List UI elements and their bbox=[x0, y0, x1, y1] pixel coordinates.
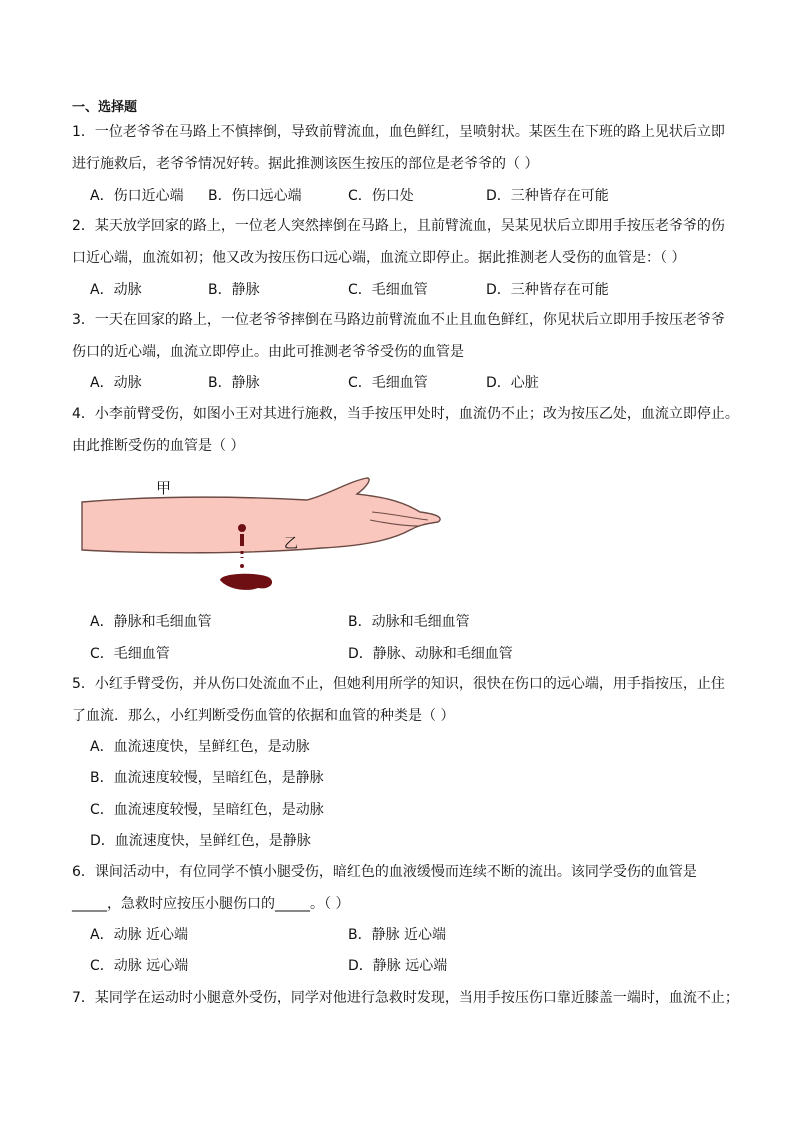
forearm-shape bbox=[82, 478, 440, 553]
question-6-line-1: 6．课间活动中，有位同学不慎小腿受伤，暗红色的血液缓慢而连续不断的流出。该同学受伤的血管是 bbox=[72, 864, 697, 880]
question-7-line-1: 7．某同学在运动时小腿意外受伤，同学对他进行急救时发现，当用手按压伤口靠近膝盖一端时，血流不止； bbox=[72, 990, 739, 1006]
question-2-line-1: 2．某天放学回家的路上，一位老人突然摔倒在马路上，且前臂流血，吴某见状后立即用手按压老爷爷的伤 bbox=[72, 218, 725, 234]
blood-pool bbox=[220, 574, 272, 590]
question-5-line-2: 了血流．那么，小红判断受伤血管的依据和血管的种类是（ ） bbox=[72, 708, 455, 724]
question-5-option-a: A．血流速度快，呈鲜红色，是动脉 bbox=[90, 739, 310, 755]
question-3-option-d: D．心脏 bbox=[486, 375, 539, 391]
question-3-line-2: 伤口的近心端，血流立即停止。由此可推测老爷爷受伤的血管是 bbox=[72, 344, 464, 360]
forearm-bleeding-figure bbox=[72, 476, 452, 600]
question-3-option-b: B．静脉 bbox=[208, 375, 260, 391]
figure-label-yi: 乙 bbox=[284, 536, 298, 552]
question-6-option-a: A．动脉 近心端 bbox=[90, 927, 189, 943]
question-6-option-d: D．静脉 远心端 bbox=[348, 958, 448, 974]
question-4-line-1: 4．小李前臂受伤，如图小王对其进行施救，当手按压甲处时，血流仍不止；改为按压乙处，血流立即停止。 bbox=[72, 406, 739, 422]
question-1-line-1: 1．一位老爷爷在马路上不慎摔倒，导致前臂流血，血色鲜红，呈喷射状。某医生在下班的路上见状后立即 bbox=[72, 124, 725, 140]
question-3-option-a: A．动脉 bbox=[90, 375, 142, 391]
question-5-line-1: 5．小红手臂受伤，并从伤口处流血不止，但她利用所学的知识，很快在伤口的远心端，用手指按压，止住 bbox=[72, 676, 725, 692]
figure-label-jia: 甲 bbox=[156, 479, 172, 497]
question-2-option-a: A．动脉 bbox=[90, 282, 142, 298]
wound-mark bbox=[238, 524, 246, 532]
question-5-option-d: D．血流速度快，呈鲜红色，是静脉 bbox=[90, 833, 311, 849]
question-5-option-b: B．血流速度较慢，呈暗红色，是静脉 bbox=[90, 770, 324, 786]
question-1-option-c: C．伤口处 bbox=[348, 188, 414, 204]
question-6-option-c: C．动脉 远心端 bbox=[90, 958, 189, 974]
question-4-option-c: C．毛细血管 bbox=[90, 646, 170, 662]
blood-drop bbox=[240, 564, 244, 568]
question-6-option-b: B．静脉 近心端 bbox=[348, 927, 447, 943]
question-4-line-2: 由此推断受伤的血管是（ ） bbox=[72, 438, 245, 454]
question-2-option-d: D．三种皆存在可能 bbox=[486, 282, 609, 298]
question-1-line-2: 进行施救后，老爷爷情况好转。据此推测该医生按压的部位是老爷爷的（ ） bbox=[72, 156, 539, 172]
section-title: 一、选择题 bbox=[72, 100, 138, 115]
question-3-option-c: C．毛细血管 bbox=[348, 375, 428, 391]
question-4-option-b: B．动脉和毛细血管 bbox=[348, 614, 470, 630]
question-2-option-c: C．毛细血管 bbox=[348, 282, 428, 298]
question-2-option-b: B．静脉 bbox=[208, 282, 260, 298]
question-3-line-1: 3．一天在回家的路上，一位老爷爷摔倒在马路边前臂流血不止且血色鲜红，你见状后立即用手按压老爷爷 bbox=[72, 312, 725, 328]
question-1-option-a: A．伤口近心端 bbox=[90, 188, 184, 204]
question-4-option-d: D．静脉、动脉和毛细血管 bbox=[348, 646, 513, 662]
question-1-option-b: B．伤口远心端 bbox=[208, 188, 302, 204]
question-4-option-a: A．静脉和毛细血管 bbox=[90, 614, 212, 630]
question-5-option-c: C．血流速度较慢，呈暗红色，是动脉 bbox=[90, 802, 324, 818]
question-2-line-2: 口近心端，血流如初；他又改为按压伤口远心端，血流立即停止。据此推测老人受伤的血管是：（ ） bbox=[72, 250, 686, 266]
question-6-line-2: _____，急救时应按压小腿伤口的_____。（ ） bbox=[72, 896, 350, 912]
question-1-option-d: D．三种皆存在可能 bbox=[486, 188, 609, 204]
